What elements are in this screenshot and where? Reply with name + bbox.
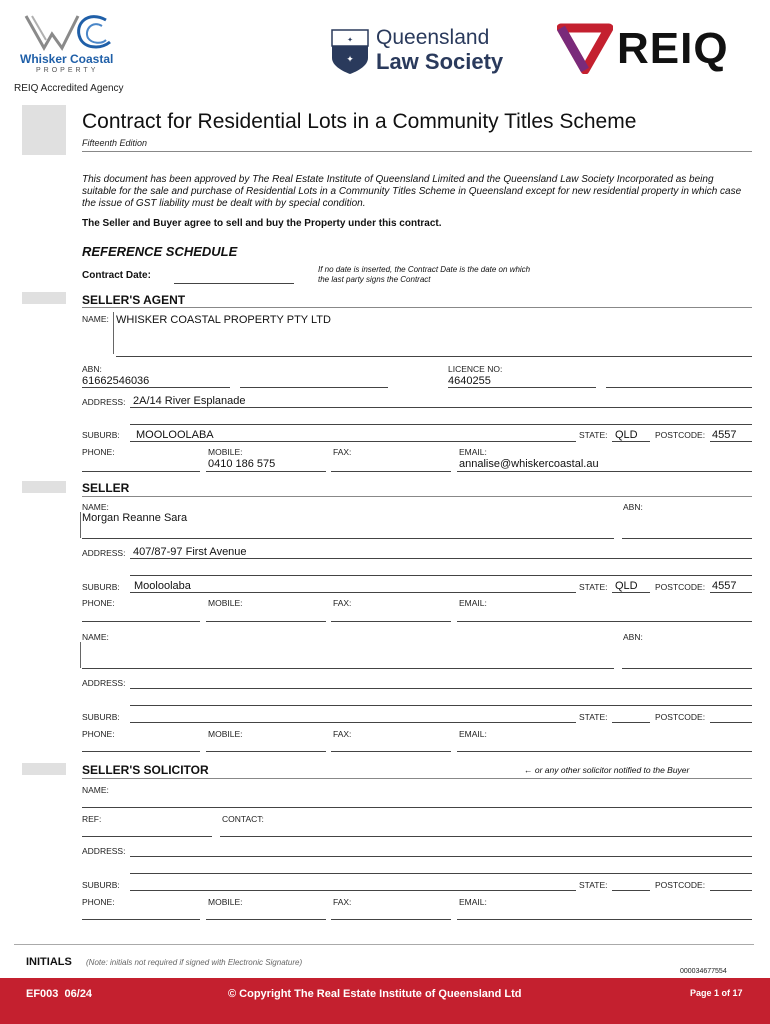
solicitor-rule: [82, 778, 752, 779]
seller1-state-line: [612, 592, 650, 593]
accredited-agency-label: REIQ Accredited Agency: [14, 83, 124, 94]
footer-bar: [0, 978, 770, 1024]
solicitor-name-label: NAME:: [82, 785, 109, 795]
edition-label: Fifteenth Edition: [82, 138, 148, 148]
agent-suburb-label: SUBURB:: [82, 430, 120, 440]
solicitor-grey-block: [22, 763, 66, 775]
solicitor-fax-line[interactable]: [331, 919, 451, 920]
agent-postcode-field[interactable]: 4557: [712, 429, 737, 441]
seller1-abn-line[interactable]: [622, 538, 752, 539]
title-underline: [82, 151, 752, 152]
solicitor-fax-label: FAX:: [333, 897, 352, 907]
seller1-postcode-label: POSTCODE:: [655, 582, 706, 592]
agent-mobile-label: MOBILE:: [208, 447, 243, 457]
form-code: EF003 06/24: [26, 988, 93, 1000]
agent-address-field[interactable]: 2A/14 River Esplanade: [133, 395, 246, 407]
seller2-fax-label: FAX:: [333, 729, 352, 739]
solicitor-heading: SELLER'S SOLICITOR: [82, 763, 209, 777]
seller1-state-field[interactable]: QLD: [615, 580, 638, 592]
solicitor-contact-line[interactable]: [220, 836, 752, 837]
solicitor-ref-line[interactable]: [82, 836, 212, 837]
copyright-text: © Copyright The Real Estate Institute of Queensland Ltd: [228, 988, 522, 1000]
seller1-address-field[interactable]: 407/87-97 First Avenue: [133, 546, 247, 558]
reiq-logo-text: REIQ: [617, 24, 729, 73]
agency-logo-text: Whisker Coastal: [20, 52, 114, 66]
seller2-email-line[interactable]: [457, 751, 752, 752]
contract-date-field[interactable]: [174, 283, 294, 284]
contract-date-note: If no date is inserted, the Contract Date is the date on which the last party signs the Contract: [318, 265, 531, 284]
seller2-name-label: NAME:: [82, 632, 109, 642]
solicitor-phone-label: PHONE:: [82, 897, 115, 907]
seller1-address-line-2: [130, 575, 752, 576]
seller1-fax-line[interactable]: [331, 621, 451, 622]
agency-logo-subtext: PROPERTY: [36, 67, 99, 74]
seller1-suburb-line: [130, 592, 576, 593]
qls-logo: [330, 26, 535, 78]
agent-name-label: NAME:: [82, 314, 109, 324]
agent-phone-line[interactable]: [82, 471, 200, 472]
seller1-name-label: NAME:: [82, 502, 109, 512]
seller-heading: SELLER: [82, 481, 130, 495]
agent-postcode-label: POSTCODE:: [655, 430, 706, 440]
seller1-address-line-1: [130, 558, 752, 559]
agent-abn-line-2: [240, 387, 388, 388]
seller2-mobile-line[interactable]: [206, 751, 326, 752]
seller2-address-line-1[interactable]: [130, 688, 752, 689]
initials-top-rule: [14, 944, 754, 945]
seller2-suburb-label: SUBURB:: [82, 712, 120, 722]
solicitor-address-line-2[interactable]: [130, 873, 752, 874]
seller1-address-label: ADDRESS:: [82, 548, 126, 558]
agent-licence-line-1: [448, 387, 596, 388]
solicitor-address-label: ADDRESS:: [82, 846, 126, 856]
agent-mobile-line: [206, 471, 326, 472]
seller2-abn-line[interactable]: [622, 668, 752, 669]
sellers-agent-rule: [82, 307, 752, 308]
solicitor-state-line[interactable]: [612, 890, 650, 891]
solicitor-phone-line[interactable]: [82, 919, 200, 920]
agent-suburb-line: [130, 441, 576, 442]
qls-crest-icon: [330, 28, 370, 76]
seller2-state-label: STATE:: [579, 712, 608, 722]
seller1-state-label: STATE:: [579, 582, 608, 592]
solicitor-suburb-label: SUBURB:: [82, 880, 120, 890]
agent-name-line: [116, 356, 752, 357]
agent-address-label: ADDRESS:: [82, 397, 126, 407]
sellers-agent-grey-block: [22, 292, 66, 304]
seller1-email-line[interactable]: [457, 621, 752, 622]
reiq-logo: [557, 18, 757, 78]
seller2-postcode-line[interactable]: [710, 722, 752, 723]
seller2-phone-label: PHONE:: [82, 729, 115, 739]
solicitor-state-label: STATE:: [579, 880, 608, 890]
agent-email-field[interactable]: annalise@whiskercoastal.au: [459, 458, 599, 470]
agent-email-line: [457, 471, 752, 472]
solicitor-ref-label: REF:: [82, 814, 102, 824]
agent-abn-line-1: [82, 387, 230, 388]
agent-address-line-1: [130, 407, 752, 408]
seller1-name-divider: [80, 512, 81, 538]
agency-logo-mark: [18, 10, 118, 54]
seller2-postcode-label: POSTCODE:: [655, 712, 706, 722]
seller1-postcode-line: [710, 592, 752, 593]
agent-state-line: [612, 441, 650, 442]
seller1-abn-label: ABN:: [623, 502, 643, 512]
seller2-name-divider: [80, 642, 81, 668]
agent-suburb-field[interactable]: MOOLOOLABA: [136, 429, 214, 441]
seller2-name-line[interactable]: [82, 668, 614, 669]
seller1-phone-label: PHONE:: [82, 598, 115, 608]
solicitor-mobile-line[interactable]: [206, 919, 326, 920]
seller2-phone-line[interactable]: [82, 751, 200, 752]
agent-state-label: STATE:: [579, 430, 608, 440]
page-indicator: Page 1 of 17: [690, 988, 743, 998]
agent-email-label: EMAIL:: [459, 447, 487, 457]
seller1-phone-line[interactable]: [82, 621, 200, 622]
seller2-suburb-line[interactable]: [130, 722, 576, 723]
seller-rule: [82, 496, 752, 497]
agent-mobile-field[interactable]: 0410 186 575: [208, 458, 276, 470]
intro-paragraph: This document has been approved by The Real Estate Institute of Queensland Limited and the Queensland Law Society Incorporated as being suitable for the sale and purchase of Residential Lots in a Community Titles Scheme in Queensland except for new residential property in which case the issue of GST liability must be dealt with by special condition.: [82, 174, 742, 209]
solicitor-email-line[interactable]: [457, 919, 752, 920]
agent-address-line-2: [130, 424, 752, 425]
agent-name-field[interactable]: WHISKER COASTAL PROPERTY PTY LTD: [116, 314, 331, 326]
solicitor-address-line-1[interactable]: [130, 856, 752, 857]
agent-abn-label: ABN:: [82, 364, 102, 374]
seller2-address-label: ADDRESS:: [82, 678, 126, 688]
agent-fax-label: FAX:: [333, 447, 352, 457]
agent-licence-line-2: [606, 387, 752, 388]
seller1-fax-label: FAX:: [333, 598, 352, 608]
seller2-abn-label: ABN:: [623, 632, 643, 642]
agent-postcode-line: [710, 441, 752, 442]
seller1-suburb-label: SUBURB:: [82, 582, 120, 592]
initials-note: (Note: initials not required if signed with Electronic Signature): [86, 958, 303, 967]
solicitor-postcode-line[interactable]: [710, 890, 752, 891]
svg-text:✦: ✦: [346, 55, 354, 65]
agent-state-field[interactable]: QLD: [615, 429, 638, 441]
seller1-mobile-label: MOBILE:: [208, 598, 243, 608]
seller1-suburb-field[interactable]: Mooloolaba: [134, 580, 191, 592]
seller2-fax-line[interactable]: [331, 751, 451, 752]
seller2-mobile-label: MOBILE:: [208, 729, 243, 739]
solicitor-contact-label: CONTACT:: [222, 814, 264, 824]
seller2-email-label: EMAIL:: [459, 729, 487, 739]
seller1-postcode-field[interactable]: 4557: [712, 580, 737, 592]
agent-licence-field[interactable]: 4640255: [448, 375, 491, 387]
solicitor-mobile-label: MOBILE:: [208, 897, 243, 907]
seller1-name-field[interactable]: Morgan Reanne Sara: [82, 512, 188, 524]
seller2-state-line[interactable]: [612, 722, 650, 723]
agency-logo: [18, 10, 118, 76]
reiq-logo-mark: [557, 22, 613, 74]
seller1-mobile-line[interactable]: [206, 621, 326, 622]
agreement-statement: The Seller and Buyer agree to sell and buy the Property under this contract.: [82, 218, 442, 229]
sellers-agent-heading: SELLER'S AGENT: [82, 293, 186, 307]
seller1-name-line: [82, 538, 614, 539]
agent-abn-field[interactable]: 61662546036: [82, 375, 150, 387]
svg-text:✦: ✦: [347, 36, 353, 44]
contract-date-label: Contract Date:: [82, 270, 151, 281]
document-number: 000034677554: [680, 968, 727, 975]
agent-phone-label: PHONE:: [82, 447, 115, 457]
seller-grey-block: [22, 481, 66, 493]
agent-licence-label: LICENCE NO:: [448, 364, 503, 374]
seller1-email-label: EMAIL:: [459, 598, 487, 608]
solicitor-name-line[interactable]: [82, 807, 752, 808]
agent-fax-line[interactable]: [331, 471, 451, 472]
qls-logo-line1: Queensland: [376, 26, 490, 49]
solicitor-email-label: EMAIL:: [459, 897, 487, 907]
agent-name-divider: [113, 312, 114, 354]
qls-logo-line2: Law Society: [376, 49, 504, 74]
solicitor-suburb-line[interactable]: [130, 890, 576, 891]
seller2-address-line-2[interactable]: [130, 705, 752, 706]
solicitor-postcode-label: POSTCODE:: [655, 880, 706, 890]
document-title: Contract for Residential Lots in a Community Titles Scheme: [82, 110, 637, 133]
title-grey-block: [22, 105, 66, 155]
reference-schedule-heading: REFERENCE SCHEDULE: [82, 244, 238, 259]
solicitor-note: ← or any other solicitor notified to the Buyer: [524, 765, 690, 775]
initials-label: INITIALS: [26, 956, 72, 968]
